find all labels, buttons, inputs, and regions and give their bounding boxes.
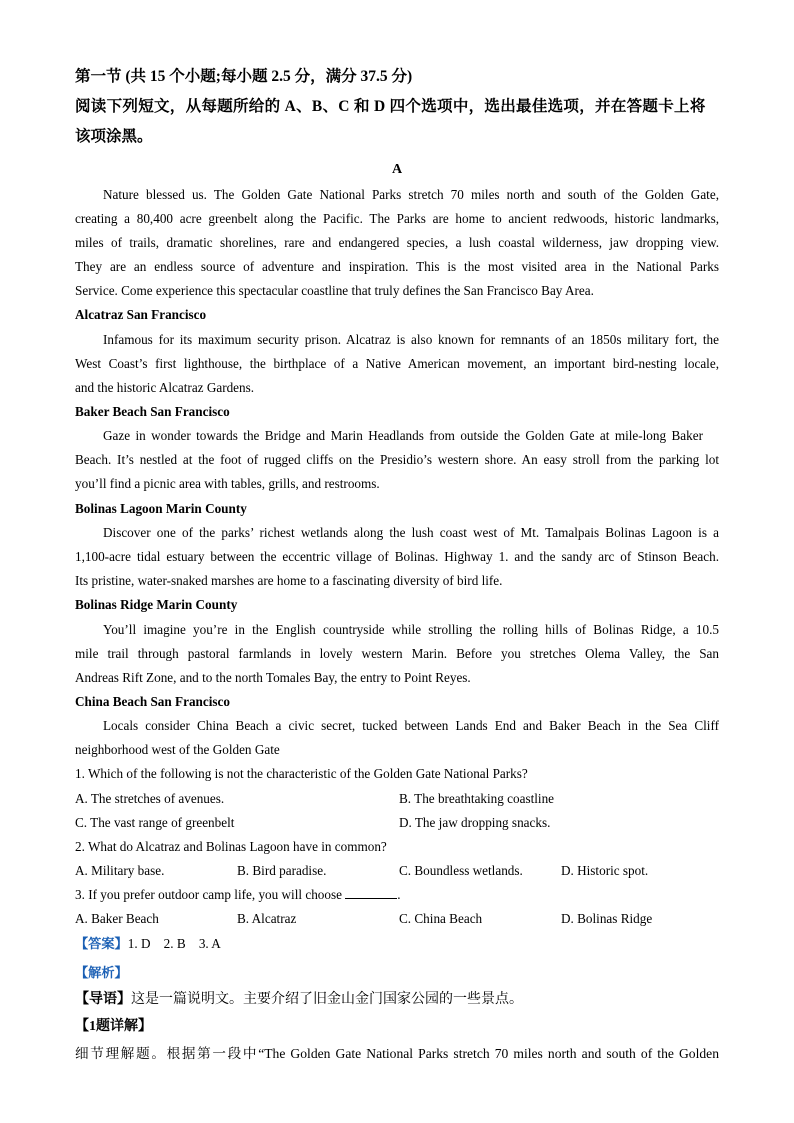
section-title: 第一节 (共 15 个小题;每小题 2.5 分，满分 37.5 分)	[75, 68, 413, 85]
section-line: 1,100-acre tidal estuary between the eccentric village of Bolinas. Highway 1. and the sandy arc of Stinson Beach.	[75, 549, 719, 564]
question-1-option-d[interactable]: D. The jaw dropping snacks.	[399, 815, 551, 830]
question-1-option-c[interactable]: C. The vast range of greenbelt	[75, 815, 235, 830]
answer-line	[75, 935, 719, 953]
question-2-stem: 2. What do Alcatraz and Bolinas Lagoon have in common?	[75, 839, 387, 854]
analysis-line	[75, 964, 719, 982]
analysis-label: 【解析】	[75, 965, 128, 980]
section-heading-china-beach: China Beach San Francisco	[75, 694, 230, 709]
section-line: and the historic Alcatraz Gardens.	[75, 380, 255, 395]
detail-text: 细节理解题。根据第一段中“The Golden Gate National Parks stretch 70 miles north and south of the Golden	[75, 1046, 719, 1061]
section-heading-bolinas-lagoon: Bolinas Lagoon Marin County	[75, 501, 247, 516]
section-line: Its pristine, water-snaked marshes are home to a fascinating diversity of bird life.	[75, 573, 503, 588]
question-2-option-a[interactable]: A. Military base.	[75, 863, 165, 878]
answer-blank	[345, 886, 397, 899]
question-3-option-a[interactable]: A. Baker Beach	[75, 911, 159, 926]
question-2-option-d[interactable]: D. Historic spot.	[561, 863, 649, 878]
question-3-option-b[interactable]: B. Alcatraz	[237, 911, 297, 926]
section-line: Beach. It’s nestled at the foot of rugged cliffs on the Presidio’s western shore. An easy stroll from the parking lot	[75, 452, 719, 467]
guide-line	[75, 991, 719, 1009]
answer-text: 1. D 2. B 3. A	[127, 936, 221, 951]
intro-line: They are an endless source of adventure and inspiration. This is the most visited area in the National Parks	[75, 259, 719, 274]
question-3-option-d[interactable]: D. Bolinas Ridge	[561, 911, 653, 926]
instruction-line-1: 阅读下列短文，从每题所给的 A、B、C 和 D 四个选项中，选出最佳选项，并在答题卡上将	[75, 98, 706, 115]
section-line: Infamous for its maximum security prison. Alcatraz is also known for remnants of an 1850s military fort, the	[103, 332, 719, 347]
detail-label: 【1题详解】	[75, 1019, 152, 1034]
question-1-option-a[interactable]: A. The stretches of avenues.	[75, 791, 225, 806]
guide-label: 【导语】	[75, 992, 131, 1007]
section-heading-baker-beach: Baker Beach San Francisco	[75, 404, 230, 419]
intro-line: miles of trails, dramatic shorelines, rare and endangered species, a lush coastal wilderness, jaw dropping view.	[75, 235, 719, 250]
intro-line: Nature blessed us. The Golden Gate National Parks stretch 70 miles north and south of the Golden Gate,	[103, 187, 719, 202]
question-3-option-c[interactable]: C. China Beach	[399, 911, 483, 926]
section-heading-bolinas-ridge: Bolinas Ridge Marin County	[75, 597, 238, 612]
question-1-stem: 1. Which of the following is not the characteristic of the Golden Gate National Parks?	[75, 766, 528, 781]
intro-line: creating a 80,400 acre greenbelt along the Pacific. The Parks are home to ancient redwoods, historic landmarks,	[75, 211, 719, 226]
section-line: You’ll imagine you’re in the English countryside while strolling the rolling hills of Bolinas Ridge, a 10.5	[103, 622, 719, 637]
section-heading-alcatraz: Alcatraz San Francisco	[75, 307, 207, 322]
section-line: Discover one of the parks’ richest wetlands along the lush coast west of Mt. Tamalpais Bolinas Lagoon is a	[103, 525, 719, 540]
section-line: Andreas Rift Zone, and to the north Tomales Bay, the entry to Point Reyes.	[75, 670, 471, 685]
section-line: Locals consider China Beach a civic secret, tucked between Lands End and Baker Beach in the Sea Cliff	[103, 718, 719, 733]
answer-label: 【答案】	[75, 936, 128, 951]
section-line: Gaze in wonder towards the Bridge and Marin Headlands from outside the Golden Gate at mile-long Baker	[103, 428, 703, 443]
passage-label: A	[391, 162, 403, 177]
section-line: mile trail through pastoral farmlands in lovely western Marin. Before you stretches Olema Valley, the San	[75, 646, 719, 661]
guide-text: 这是一篇说明文。主要介绍了旧金山金门国家公园的一些景点。	[131, 992, 523, 1007]
instruction-line-2: 该项涂黑。	[75, 128, 153, 145]
question-2-option-c[interactable]: C. Boundless wetlands.	[399, 863, 523, 878]
question-1-option-b[interactable]: B. The breathtaking coastline	[399, 791, 555, 806]
intro-line: Service. Come experience this spectacular coastline that truly defines the San Francisco Bay Area.	[75, 283, 594, 298]
question-3-stem-end: .	[397, 887, 401, 902]
section-line: you’ll find a picnic area with tables, grills, and restrooms.	[75, 476, 380, 491]
section-line: neighborhood west of the Golden Gate	[75, 742, 280, 757]
question-2-option-b[interactable]: B. Bird paradise.	[237, 863, 327, 878]
question-3-stem-text: 3. If you prefer outdoor camp life, you will choose	[75, 887, 342, 902]
question-3-stem	[75, 886, 719, 904]
section-line: West Coast’s first lighthouse, the birthplace of a Native American movement, an important bird-nesting locale,	[75, 356, 719, 371]
